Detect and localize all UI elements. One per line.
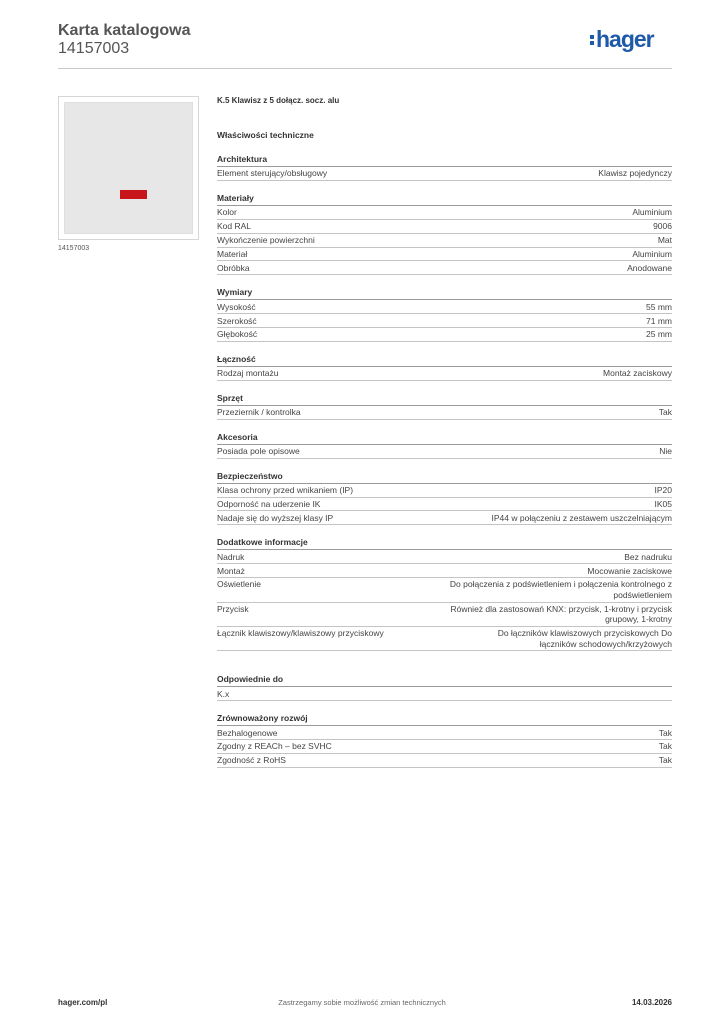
spec-label: Wysokość xyxy=(217,301,256,312)
spec-value: Bez nadruku xyxy=(624,551,672,562)
spec-value: Do łączników klawiszowych przyciskowych Do łączników schodowych/krzyżowych xyxy=(497,628,672,649)
spec-label: Klasa ochrony przed wnikaniem (IP) xyxy=(217,484,354,495)
spec-row xyxy=(217,261,672,275)
spec-label: Przycisk xyxy=(217,603,249,614)
spec-row xyxy=(217,726,672,740)
spec-row xyxy=(217,603,672,627)
spec-row xyxy=(217,484,672,498)
section-bezpieczenstwo xyxy=(217,470,672,526)
spec-value: Anodowane xyxy=(627,262,672,273)
spec-label: Obróbka xyxy=(217,262,250,273)
spec-value: Nie xyxy=(659,446,672,457)
spec-row xyxy=(217,754,672,768)
switch-rocker-image xyxy=(64,102,193,234)
section-lacznosc xyxy=(217,353,672,381)
spec-content xyxy=(217,95,672,768)
section-odpowiednie-do xyxy=(217,673,672,701)
spec-row xyxy=(217,406,672,420)
spec-value: IK05 xyxy=(654,498,672,509)
spec-value: Do połączenia z podświetleniem i połączenia kontrolnego z podświetleniem xyxy=(449,579,672,600)
section-heading: Odpowiednie do xyxy=(217,673,672,687)
section-materialy xyxy=(217,192,672,275)
spec-value: 71 mm xyxy=(646,315,672,326)
header-divider xyxy=(58,68,672,69)
spec-value: Aluminium xyxy=(632,207,672,218)
spec-row xyxy=(217,740,672,754)
section-heading: Zrównoważony rozwój xyxy=(217,712,672,726)
spec-label: Wykończenie powierzchni xyxy=(217,234,315,245)
spec-value: Tak xyxy=(658,407,672,418)
spec-row xyxy=(217,687,672,701)
spec-row xyxy=(217,564,672,578)
spec-label: Nadaje się do wyższej klasy IP xyxy=(217,512,334,523)
footer-date: 14.03.2026 xyxy=(631,998,672,1007)
section-heading: Wymiary xyxy=(217,286,672,300)
spec-label: Szerokość xyxy=(217,315,257,326)
spec-value: Mat xyxy=(657,234,672,245)
spec-label: Montaż xyxy=(217,565,245,576)
spec-row xyxy=(217,300,672,314)
spec-row xyxy=(217,248,672,262)
logo-dots-icon xyxy=(590,33,594,47)
hager-logo[interactable] xyxy=(590,26,654,52)
spec-row xyxy=(217,578,672,602)
indicator-lens xyxy=(120,190,147,199)
header-number: 14157003 xyxy=(58,40,130,57)
section-heading: Materiały xyxy=(217,192,672,206)
section-heading: Bezpieczeństwo xyxy=(217,470,672,484)
spec-value: 9006 xyxy=(653,221,672,232)
spec-row xyxy=(217,234,672,248)
spec-row xyxy=(217,445,672,459)
logo-text: hager xyxy=(596,26,654,52)
section-heading: Sprzęt xyxy=(217,392,672,406)
spec-label: Oświetlenie xyxy=(217,579,261,590)
section-heading: Łączność xyxy=(217,353,672,367)
section-wymiary xyxy=(217,286,672,342)
spec-label: Kolor xyxy=(217,207,237,218)
section-heading: Akcesoria xyxy=(217,431,672,445)
spec-label: Element sterujący/obsługowy xyxy=(217,168,328,179)
spec-label: Zgodny z REACh – bez SVHC xyxy=(217,741,332,752)
spec-value: IP20 xyxy=(654,484,672,495)
spec-row xyxy=(217,498,672,512)
spec-value: Klawisz pojedynczy xyxy=(598,168,672,179)
spec-value: 25 mm xyxy=(646,329,672,340)
product-image-caption: 14157003 xyxy=(58,245,90,252)
spec-label: Odporność na uderzenie IK xyxy=(217,498,321,509)
spec-value: Tak xyxy=(658,741,672,752)
spec-row xyxy=(217,627,672,651)
spec-row xyxy=(217,550,672,564)
spec-value: Tak xyxy=(658,755,672,766)
spec-row xyxy=(217,167,672,181)
spec-value: 55 mm xyxy=(646,301,672,312)
spec-row xyxy=(217,511,672,525)
spec-row xyxy=(217,206,672,220)
spec-row xyxy=(217,314,672,328)
product-image xyxy=(58,96,199,240)
spec-label: Rodzaj montażu xyxy=(217,368,279,379)
section-heading: Dodatkowe informacje xyxy=(217,536,672,550)
product-title: K.5 Klawisz z 5 dołącz. socz. alu xyxy=(217,96,340,105)
section-dodatkowe-informacje xyxy=(217,536,672,651)
spec-row xyxy=(217,367,672,381)
spec-value: Montaż zaciskowy xyxy=(603,368,672,379)
spec-label: Głębokość xyxy=(217,329,258,340)
spec-value: Aluminium xyxy=(632,248,672,259)
spec-label: Nadruk xyxy=(217,551,245,562)
spec-label: Przeziernik / kontrolka xyxy=(217,407,301,418)
spec-value: Tak xyxy=(658,727,672,738)
spec-value: Mocowanie zaciskowe xyxy=(587,565,672,576)
spec-row xyxy=(217,220,672,234)
spec-label: Bezhalogenowe xyxy=(217,727,278,738)
tech-properties-heading: Właściwości techniczne xyxy=(217,130,314,140)
spec-label: Łącznik klawiszowy/klawiszowy przyciskowy xyxy=(217,628,384,639)
section-architektura xyxy=(217,153,672,181)
spec-label: K.x xyxy=(217,688,230,699)
spec-row xyxy=(217,328,672,342)
spec-value: Również dla zastosowań KNX: przycisk, 1-krotny i przycisk grupowy, 1-krotny xyxy=(450,603,672,625)
spec-label: Materiał xyxy=(217,248,248,259)
spec-label: Posiada pole opisowe xyxy=(217,446,300,457)
footer-note: Zastrzegamy sobie możliwość zmian technicznych xyxy=(278,998,446,1007)
spec-value: IP44 w połączeniu z zestawem uszczelniającym xyxy=(491,512,672,523)
section-zrownowazony-rozwoj xyxy=(217,712,672,768)
spec-label: Kod RAL xyxy=(217,221,252,232)
section-heading: Architektura xyxy=(217,153,672,167)
footer-url[interactable]: hager.com/pl xyxy=(58,998,108,1007)
spec-label: Zgodność z RoHS xyxy=(217,755,286,766)
section-akcesoria xyxy=(217,431,672,459)
header-title: Karta katalogowa xyxy=(58,22,191,39)
section-sprzet xyxy=(217,392,672,420)
